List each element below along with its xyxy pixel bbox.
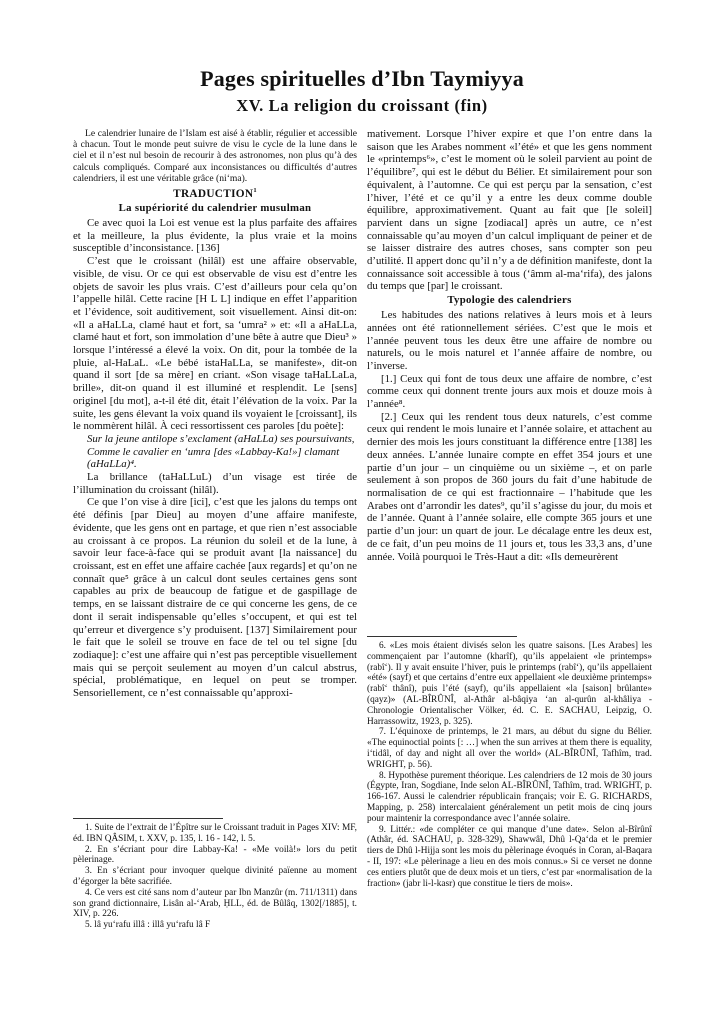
section-heading: TRADUCTION$^1$ (173, 187, 257, 201)
footnote-rule (367, 636, 517, 637)
body-paragraph: C’est que le croissant (hilâl) est une affaire observable, visible, de visu. Or ce qui est observable de visu est d’entre les objets de savoir les plus vrais. C’est d’ailleurs pour cela qu’on l’appelle hilâl. Cette racine [H L L] indique en effet l’apparition et l’évidence, soit auditivement, soit visuellement. Ainsi dit-on: «Il a aHaLLa, clamé haut et fort, sa ‘umra² » et: «Il a aHaLLa, clamé haut et fort, son immolation d’une bête à autre que Dieu³ » lorsque l’intéressé a élevé la voix. On dit, pour la tombée de la pluie, al-HaLaL. «Le bébé istaHaLLa, se manifeste», dit-on quand il sort [de sa mère] en criant. «Son visage taHaLLaLa, brille», dit-on quand il est illuminé et resplendit. Le [sens] originel [du mot], a-t-il été dit, était l’élévation de la voix. Par la suite, les gens élevant la voix quand ils voyaient le [croissant], ils le nommèrent hilâl. À ceci ressortissent ces paroles [du poète]: (73, 255, 357, 433)
body-paragraph: Ce que l’on vise à dire [ici], c’est que les jalons du temps ont été définis [par Dieu] au moyen d’une affaire manifeste, évidente, que les gens ont en partage, et que rien n’est associable au croissant à ce propos. La réunion du soleil et de la lune, à savoir leur face-à-face qui se produit avant [la naissance] du croissant, est en effet une affaire cachée [aux regards] et qu’on ne connaît que⁵ grâce à un calcul dont seules certaines gens sont capables au prix de beaucoup de fatigue et de gaspillage de temps, en se laissant distraire de ce qui concerne les gens, de ce dont il serait indispensable qu’elles s’occupent, et qui est tel qu’erreur et divergence s’y produisent. [137] Similairement pour le fait que le soleil se trouve en face de tel ou tel signe [du zodiaque]: c’est une affaire qui n’est pas perceptible visuellement mais qui se perçoit seulement au moyen d’un calcul abstrus, spécial, problématique, en lequel on peut se tromper. Sensoriellement, ce n’est connaissable qu’approxi- (73, 496, 357, 700)
body-paragraph: [1.] Ceux qui font de tous deux une affaire de nombre, c’est comme ceux qui donnent trente jours aux mois et douze mois à l’année⁸. (367, 372, 652, 411)
verse-line: Sur la jeune antilope s’exclament (aHaLLa) ses poursuivants, (87, 432, 355, 445)
body-paragraph: Ce avec quoi la Loi est venue est la plus parfaite des affaires et la meilleure, la plus évidente, la plus vraie et la moins susceptible d’inconsistance. [136] (73, 217, 357, 255)
page-subtitle: XV. La religion du croissant (fin) (236, 96, 488, 115)
footnote: 3. En s’écriant pour invoquer quelque divinité païenne au moment d’égorger la bête sacrifiée. (73, 866, 357, 887)
footnote: 5. lâ yu‘rafu illâ : illâ yu‘rafu lâ F (85, 920, 211, 931)
verse-line: Comme le cavalier en ‘umra [des «Labbay-Ka!»] clamant (aHaLLa)⁴. (87, 445, 340, 471)
right-footnotes (367, 636, 652, 889)
body-paragraph: La brillance (taHaLLuL) d’un visage est tirée de l’illumination du croissant (hilâl). (73, 471, 357, 496)
footnote-rule (73, 818, 223, 819)
footnote: 1. Suite de l’extrait de l’Épître sur le Croissant traduit in Pages XIV: MF, éd. IBN QÂSIM, t. XXV, p. 135, l. 16 - 142, l. 5. (73, 823, 357, 844)
body-paragraph: [2.] Ceux qui les rendent tous deux naturels, c’est comme ceux qui rendent le mois lunaire et l’année solaire, et attachent au dernier des mois les jours constituant la différence entre [138] les deux années. L’année lunaire compte en effet 354 jours et une partie d’un jour – un cinquième ou un sixième –, et on parle seulement à son propos de 360 jours du fait d’une habitude de normalisation de ce qui est fractionnaire – l’habitude que les Arabes ont d’arrondir les dates⁹, qu’il s’agisse du jour, du mois et de l’année. Quant à l’année solaire, elle compte 365 jours et une partie d’un jour: un quart de jour. Le décalage entre les deux est, de ce fait, d’un peu moins de 11 jours et, tous les 33,3 ans, d’une année. Voilà pourquoi le Très-Haut a dit: «Ils demeurèrent (367, 410, 652, 563)
footnote: 2. En s’écriant pour dire Labbay-Ka! - «Me voilà!» lors du petit pèlerinage. (73, 844, 357, 866)
sub-heading-typology: Typologie des calendriers (447, 294, 572, 307)
footnote: 9. Littér.: «de compléter ce qui manque d’une date». Selon al-Bîrûnî (Athâr, éd. SACHAU, p. 328-329), Shawwâl, Dhû l-Qa‘da et le premier tiers de Dhû l-Hijja sont les mois du pèlerinage évoqués in Coran, al-Baqara - II, 197: «Le pèlerinage a lieu en des mois connus.» Si ce verset ne donne ces entiers plutôt que de deux mois et un tiers, c’est par «normalisation de la fraction» (jabr li-l-kasr) que constitue le tiers de mois». (367, 824, 652, 889)
footnote: 8. Hypothèse purement théorique. Les calendriers de 12 mois de 30 jours (Égypte, Iran, Sogdiane, Inde selon AL-BÎRÛNÎ, Tafhîm, trad. WRIGHT, p. 166-167. Aussi le calendrier républicain français; voir E. G. RICHARDS, Mapping, p. 258) intercalaient généralement un petit mois de cinq jours pour maintenir la correspondance avec l’année solaire. (367, 770, 652, 824)
intro-paragraph: Le calendrier lunaire de l’Islam est aisé à établir, régulier et accessible à chacun. Tout le monde peut suivre de visu le cycle de la lune dans le ciel et il n’est nul besoin de recourir à des astronomes, non plus qu’à des calculs compliqués. Comparé aux inconsistances ou difficultés d’autres calendriers, il est une véritable grâce (ni‘ma). (73, 128, 357, 184)
body-paragraph: mativement. Lorsque l’hiver expire et que l’on entre dans la saison que les Arabes nomment «l’été» et que les gens nomment le «printemps⁶», c’est le moment où le soleil parvient au point de l’équilibre⁷, qui est le début du Bélier. Et similairement pour son équivalent, à l’automne. Ce qui est perçu par la sensation, c’est l’hiver, l’été et ce qu’il y a entre les deux comme double équilibre, approximativement. Quant au fait que [le soleil] parvient dans un signe [zodiacal] après un autre, ce n’est connaissable qu’au moyen d’un calcul impliquant de peiner et de se laisser distraire des autres choses, sans compter son peu d’utilité. Il appert donc qu’il n’y a de définition manifeste, dont la connaissance soit accessible à tous (‘âmm al-ma‘rifa), des jalons du temps que [par] le croissant. (367, 128, 652, 293)
page-title: Pages spirituelles d’Ibn Taymiyya (200, 66, 524, 91)
sub-heading-superiority: La supériorité du calendrier musulman (118, 202, 312, 215)
footnote: 4. Ce vers est cité sans nom d’auteur par Ibn Manzûr (m. 711/1311) dans son grand dictionnaire, Lisân al-‘Arab, ḤLL, éd. de Bûlâq, 1302[/1885], t. XIV, p. 226. (73, 887, 357, 920)
footnote: 7. L’équinoxe de printemps, le 21 mars, au début du signe du Bélier. «The equinoctial points [: …] when the sun arrives at them there is equality, i‘tidâl, of day and night all over the world» (AL-BÎRÛNÎ, Tafhîm, trad. WRIGHT, p. 56). (367, 727, 652, 770)
left-column (73, 128, 357, 700)
body-paragraph: Les habitudes des nations relatives à leurs mois et à leurs années ont été rationnellement sériées. C’est que le mois et l’année peuvent tous les deux être une affaire de nombre ou naturels, ou le mois naturel et l’année affaire de nombre, ou l’inverse. (367, 309, 652, 372)
left-footnotes (73, 818, 357, 931)
right-column (367, 128, 652, 563)
footnote-ref-1: 1 (253, 187, 257, 195)
footnote: 6. «Les mois étaient divisés selon les quatre saisons. [Les Arabes] les commençaient par l’automne (kharîf), qu’ils appelaient «le printemps» (rabî‘). Il y avait ensuite l’hiver, puis le printemps (rabî‘), qu’ils appellaient «été» (sayf) et que certains d’entre eux appellaient «le deuxième printemps» (rabî‘ thânî), puis l’été (sayf), qu’ils appellaient «la [saison] brûlante» (qayz)» (AL-BÎRÛNÎ, al-Athâr al-bâqiya ‘an al-qurûn al-khâliya - Chronologie Orientalischer Völker, éd. C. E. SACHAU, Leipzig, O. Harrassowitz, 1923, p. 325). (367, 641, 652, 727)
